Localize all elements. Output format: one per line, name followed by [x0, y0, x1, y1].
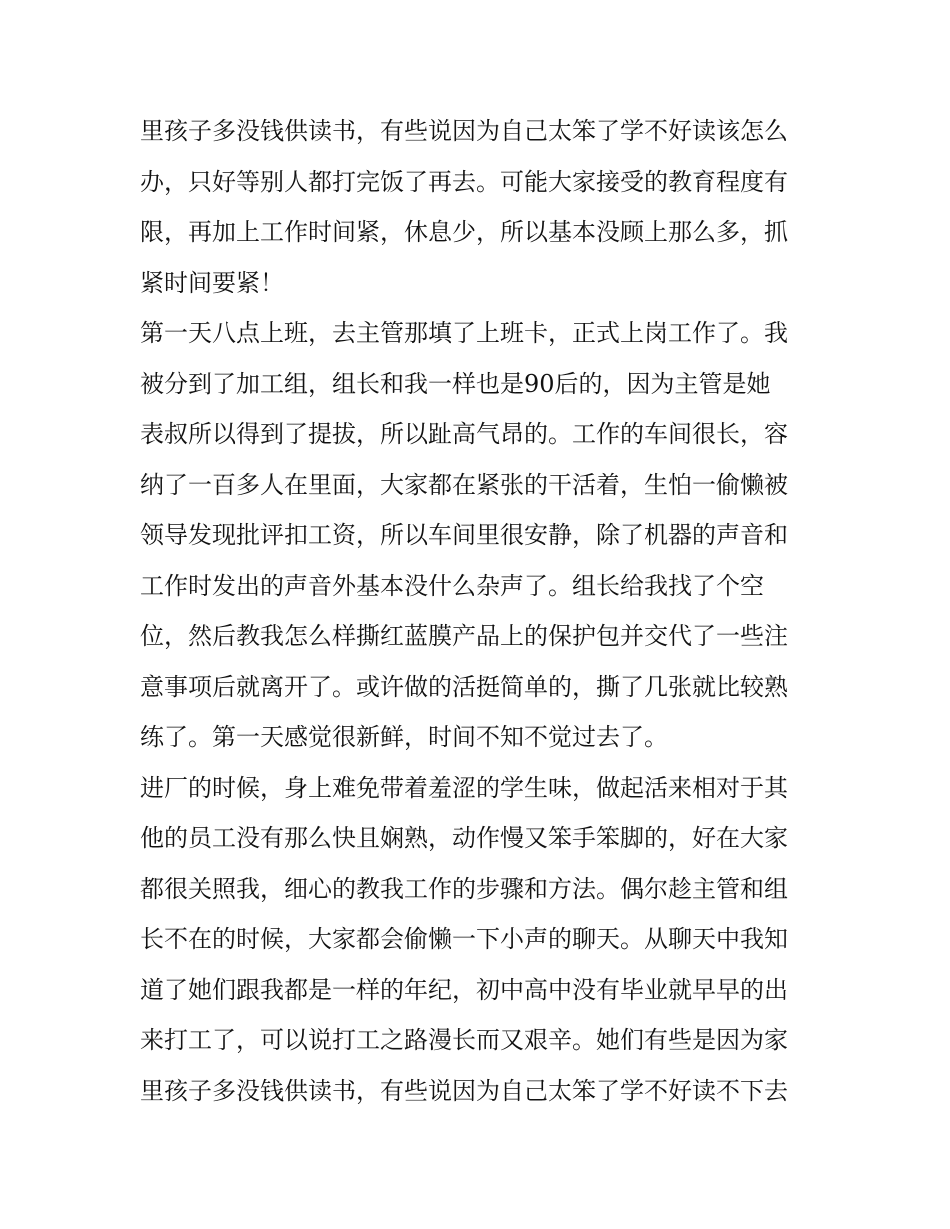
text-line-5: 第一天八点上班，去主管那填了上班卡，正式上岗工作了。我	[140, 319, 788, 347]
text-line-7: 表叔所以得到了提拔，所以趾高气昂的。工作的车间很长，容	[140, 420, 788, 448]
text-line-2: 办，只好等别人都打完饭了再去。可能大家接受的教育程度有	[140, 167, 788, 196]
text-line-17: 长不在的时候，大家都会偷懒一下小声的聊天。从聊天中我知	[140, 925, 788, 953]
text-line-15: 他的员工没有那么快且娴熟，动作慢又笨手笨脚的，好在大家	[140, 824, 788, 852]
text-line-3: 限，再加上工作时间紧，休息少，所以基本没顾上那么多，抓	[140, 218, 788, 246]
text-line-16: 都很关照我，细心的教我工作的步骤和方法。偶尔趁主管和组	[140, 874, 788, 903]
text-line-8: 纳了一百多人在里面，大家都在紧张的干活着，生怕一偷懒被	[140, 470, 788, 499]
text-line-18: 道了她们跟我都是一样的年纪，初中高中没有毕业就早早的出	[140, 975, 788, 1004]
text-line-14: 进厂的时候，身上难免带着羞涩的学生味，做起活来相对于其	[140, 773, 788, 802]
text-line-6: 被分到了加工组，组长和我一样也是90后的，因为主管是她	[140, 369, 771, 398]
text-line-1: 里孩子多没钱供读书，有些说因为自己太笨了学不好读该怎么	[140, 117, 788, 145]
text-line-13: 练了。第一天感觉很新鲜，时间不知不觉过去了。	[140, 723, 668, 751]
text-line-19: 来打工了，可以说打工之路漫长而又艰辛。她们有些是因为家	[140, 1026, 788, 1054]
text-line-9: 领导发现批评扣工资，所以车间里很安静，除了机器的声音和	[140, 521, 788, 549]
text-line-20: 里孩子多没钱供读书，有些说因为自己太笨了学不好读不下去	[140, 1076, 788, 1105]
text-line-4: 紧时间要紧！	[140, 268, 284, 297]
text-line-12: 意事项后就离开了。或许做的活挺简单的，撕了几张就比较熟	[140, 672, 788, 701]
text-line-11: 位，然后教我怎么样撕红蓝膜产品上的保护包并交代了一些注	[140, 622, 788, 650]
document-body	[140, 106, 820, 1116]
text-line-10: 工作时发出的声音外基本没什么杂声了。组长给我找了个空	[140, 571, 764, 600]
